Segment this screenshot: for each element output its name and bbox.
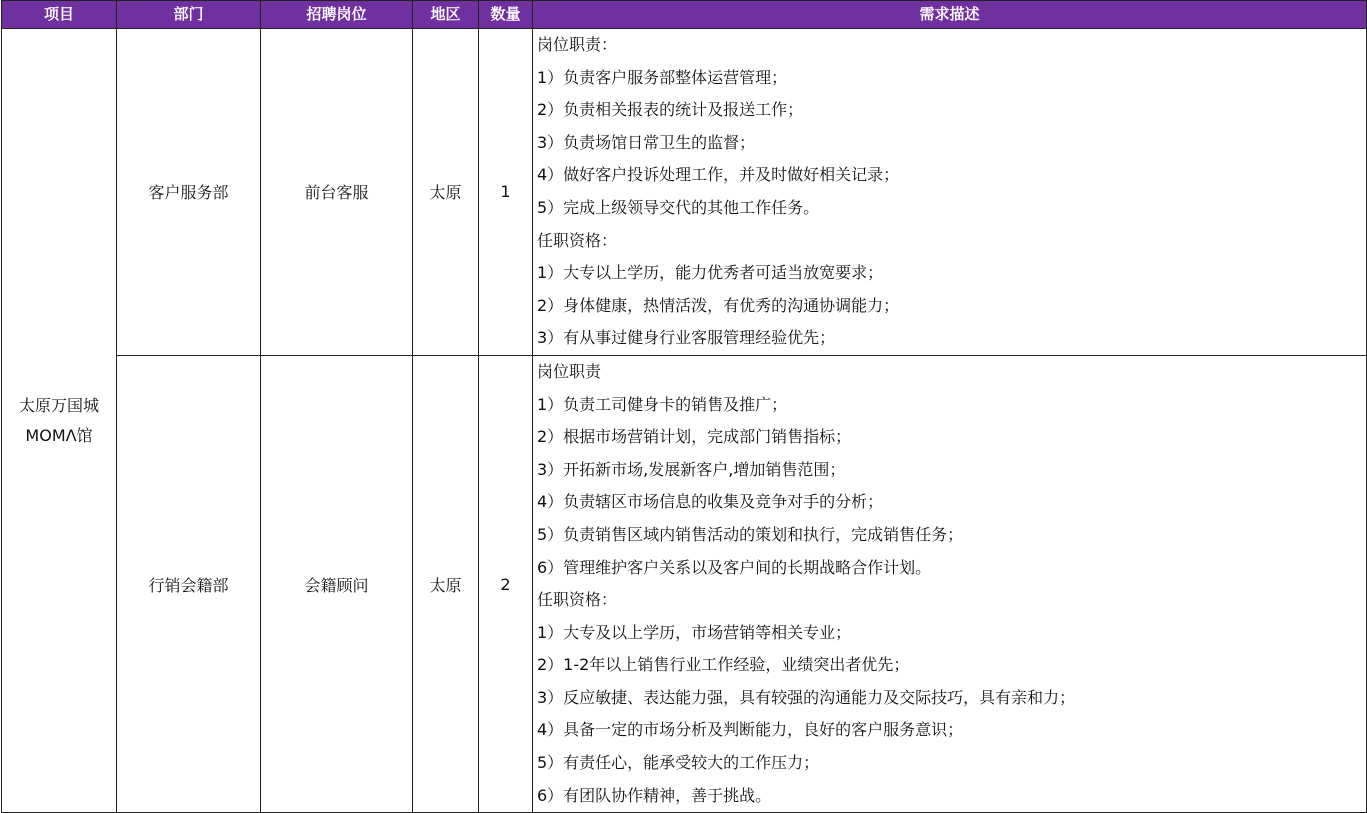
description-cell [533,355,1367,812]
description-line: 1）负责客户服务部整体运营管理； [537,67,788,87]
description-line: 6）管理维护客户关系以及客户间的长期战略合作计划。 [537,557,932,577]
header-department: 部门 [117,1,261,29]
description-line: 1）大专及以上学历，市场营销等相关专业； [537,622,852,642]
description-line: 5）负责销售区域内销售活动的策划和执行，完成销售任务； [537,524,964,544]
description-line: 4）具备一定的市场分析及判断能力，良好的客户服务意识； [537,720,964,740]
description-cell [533,29,1367,356]
department-cell: 客户服务部 [117,29,261,356]
description-line: 岗位职责 [537,361,602,381]
table-row [2,355,1367,812]
description-line: 4）负责辖区市场信息的收集及竞争对手的分析； [537,492,884,512]
description-line: 3）反应敏捷、表达能力强，具有较强的沟通能力及交际技巧，具有亲和力； [537,687,1076,707]
description-line: 2）负责相关报表的统计及报送工作； [537,100,804,120]
description-line: 任职资格： [537,590,618,610]
description-line: 6）有团队协作精神，善于挑战。 [537,785,772,805]
description-line: 岗位职责： [537,35,618,54]
job-requirements-table [1,0,1367,813]
header-description: 需求描述 [533,1,1367,29]
description-line: 4）做好客户投诉处理工作，并及时做好相关记录； [537,165,900,185]
description-line: 3）开拓新市场,发展新客户,增加销售范围； [537,459,846,479]
description-line: 5）完成上级领导交代的其他工作任务。 [537,197,820,217]
position-cell: 会籍顾问 [261,355,413,812]
description-line: 2）根据市场营销计划，完成部门销售指标； [537,427,852,447]
project-name-line1: 太原万国城 [18,395,99,415]
description-line: 1）负责工司健身卡的销售及推广； [537,394,788,414]
table-row [2,29,1367,356]
header-project: 项目 [2,1,117,29]
quantity-cell: 1 [479,29,533,356]
department-cell: 行销会籍部 [117,355,261,812]
quantity-cell: 2 [479,355,533,812]
header-position: 招聘岗位 [261,1,413,29]
project-name-line2: MOMΛ馆 [25,425,93,445]
description-line: 2）身体健康，热情活泼，有优秀的沟通协调能力； [537,295,900,315]
position-cell: 前台客服 [261,29,413,356]
project-cell [2,29,117,813]
description-line: 2）1-2年以上销售行业工作经验，业绩突出者优先； [537,655,910,675]
description-line: 5）有责任心，能承受较大的工作压力； [537,753,820,773]
description-line: 任职资格： [537,230,618,250]
header-quantity: 数量 [479,1,533,29]
region-cell: 太原 [413,355,479,812]
table-header-row [2,1,1367,29]
region-cell: 太原 [413,29,479,356]
description-line: 1）大专以上学历，能力优秀者可适当放宽要求； [537,263,884,283]
description-line: 3）有从事过健身行业客服管理经验优先； [537,328,836,348]
header-region: 地区 [413,1,479,29]
description-line: 3）负责场馆日常卫生的监督； [537,132,756,152]
